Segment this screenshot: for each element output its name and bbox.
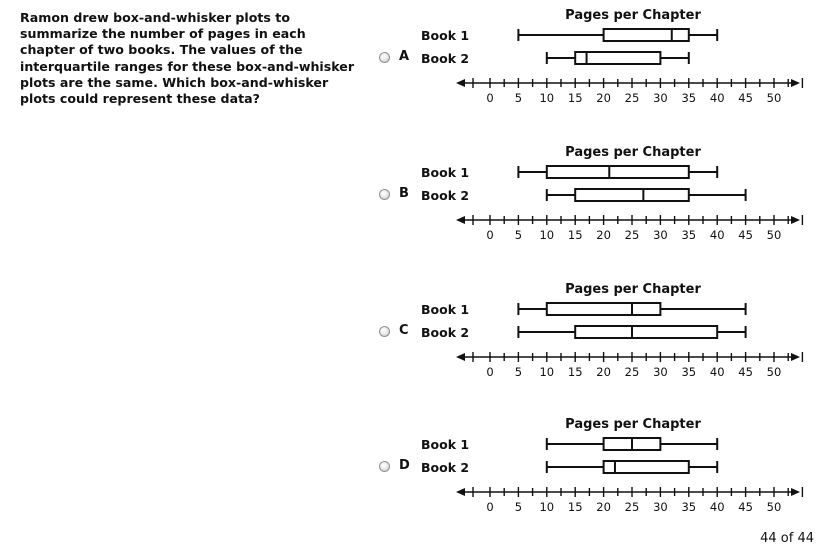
tick-label: 10 [539,500,555,514]
tick-label: 15 [567,228,583,242]
tick-label: 50 [766,500,782,514]
chart-title: Pages per Chapter [565,282,701,297]
option-letter: A [399,49,410,64]
axis-arrow-left [456,216,465,224]
tick-label: 45 [738,91,753,105]
tick-label: 45 [738,500,753,514]
tick-label: 35 [681,365,697,379]
series-label: Book 2 [421,325,470,340]
tick-label: 45 [738,365,753,379]
tick-label: 20 [596,365,611,379]
tick-label: 40 [709,91,725,105]
axis-arrow-left [456,353,465,361]
series-label: Book 2 [421,460,470,475]
tick-label: 5 [514,365,523,379]
tick-label: 0 [486,91,494,105]
box-plot-chart [0,414,832,546]
iqr-box [547,166,689,178]
question-line: plots are the same. Which box-and-whisker [20,74,329,90]
tick-label: 0 [486,365,494,379]
tick-label: 25 [624,91,640,105]
box-plot-chart [0,5,832,137]
chart-title: Pages per Chapter [565,145,701,160]
answer-option-c[interactable] [0,279,832,411]
tick-label: 0 [486,228,494,242]
tick-label: 15 [567,365,583,379]
axis-arrow-right [791,79,800,87]
tick-label: 20 [596,91,611,105]
iqr-box [604,29,689,41]
iqr-box [575,189,689,201]
series-label: Book 1 [421,28,470,43]
tick-label: 30 [653,500,668,514]
chart-title: Pages per Chapter [565,417,701,432]
tick-label: 25 [624,500,640,514]
answer-option-d[interactable] [0,414,832,546]
tick-label: 0 [486,500,494,514]
answer-option-b[interactable] [0,142,832,274]
question-line: plots could represent these data? [20,91,260,107]
tick-label: 10 [539,228,555,242]
tick-label: 30 [653,91,668,105]
iqr-box [547,303,661,315]
tick-label: 5 [514,91,523,105]
tick-label: 20 [596,500,611,514]
chart-title: Pages per Chapter [565,8,701,23]
iqr-box [575,326,717,338]
tick-label: 10 [539,91,555,105]
series-label: Book 1 [421,437,470,452]
tick-label: 25 [624,365,640,379]
axis-arrow-right [791,216,800,224]
axis-arrow-right [791,353,800,361]
tick-label: 50 [766,91,782,105]
tick-label: 5 [514,228,523,242]
option-letter: B [399,186,409,201]
series-label: Book 2 [421,188,470,203]
answer-option-a[interactable] [0,5,832,137]
tick-label: 50 [766,365,782,379]
tick-label: 30 [653,228,668,242]
tick-label: 20 [596,228,611,242]
tick-label: 25 [624,228,640,242]
axis-arrow-right [791,488,800,496]
tick-label: 15 [567,500,583,514]
series-label: Book 1 [421,165,470,180]
option-letter: D [399,458,410,473]
tick-label: 5 [514,500,523,514]
iqr-box [604,461,689,473]
tick-label: 10 [539,365,555,379]
option-letter: C [399,323,409,338]
question-line: summarize the number of pages in each [20,26,306,42]
axis-arrow-left [456,488,465,496]
tick-label: 35 [681,500,697,514]
series-label: Book 1 [421,302,470,317]
tick-label: 15 [567,91,583,105]
tick-label: 40 [709,500,725,514]
box-plot-chart [0,279,832,411]
tick-label: 40 [709,365,725,379]
tick-label: 45 [738,228,753,242]
tick-label: 35 [681,91,697,105]
iqr-box [575,52,660,64]
question-line: interquartile ranges for these box-and-whisker [20,58,355,74]
tick-label: 40 [709,228,725,242]
tick-label: 30 [653,365,668,379]
question-line: Ramon drew box-and-whisker plots to [20,10,290,25]
page-indicator: 44 of 44 [760,531,814,546]
tick-label: 50 [766,228,782,242]
box-plot-chart [0,142,832,274]
axis-arrow-left [456,79,465,87]
series-label: Book 2 [421,51,470,66]
question-line: chapter of two books. The values of the [20,42,303,58]
tick-label: 35 [681,228,697,242]
